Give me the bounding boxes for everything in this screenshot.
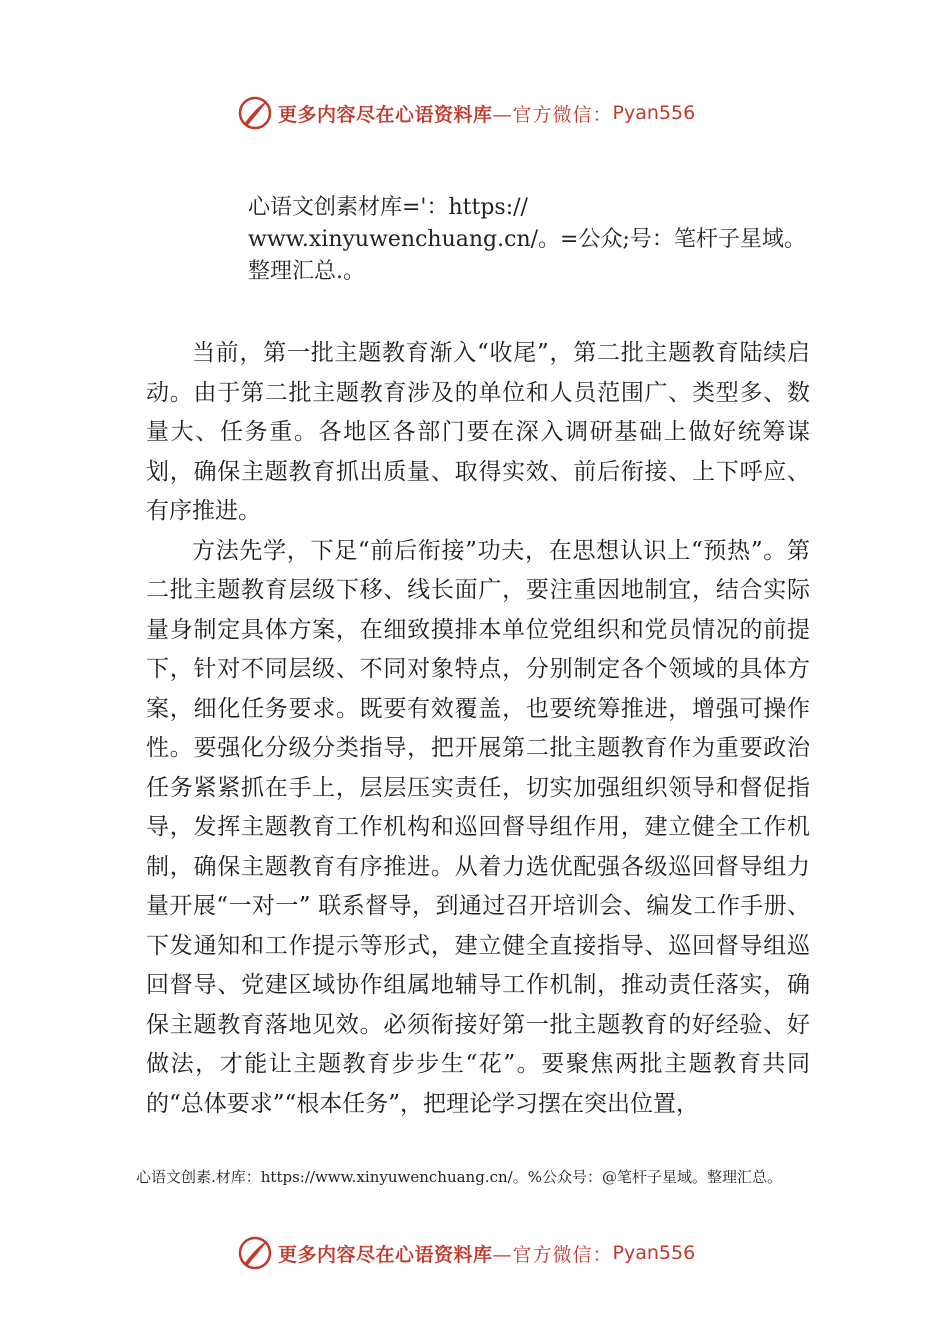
article-body <box>146 334 810 1124</box>
footer-note: 心语文创素.材库：https://www.xinyuwenchuang.cn/。%公众号：@笔杆子星域。整理汇总。 <box>136 1168 782 1186</box>
source-header <box>248 192 848 288</box>
top-banner <box>236 93 736 133</box>
banner-title: 更多内容尽在心语资料库 <box>278 1243 493 1266</box>
banner-wechat-id: Pyan556 <box>612 1242 696 1264</box>
header-line: www.xinyuwenchuang.cn/。=公众;号：笔杆子星域。 <box>248 227 806 252</box>
paragraph: 当前，第一批主题教育渐入“收尾”，第二批主题教育陆续启动。由于第二批主题教育涉及的单位和人员范围广、类型多、数量大、任务重。各地区各部门要在深入调研基础上做好统筹谋划，确保主题教育抓出质量、取得实效、前后衔接、上下呼应、有序推进。 <box>146 340 810 524</box>
header-line: 心语文创素材库='：https:// <box>248 195 528 220</box>
quill-logo-icon <box>236 94 274 132</box>
banner-separator: —官方微信： <box>492 103 613 126</box>
header-line: 整理汇总.。 <box>248 259 365 284</box>
quill-logo-icon <box>236 1234 274 1272</box>
banner-wechat-id: Pyan556 <box>612 102 696 124</box>
bottom-banner <box>236 1233 736 1273</box>
paragraph: 方法先学，下足“前后衔接”功夫，在思想认识上“预热”。第二批主题教育层级下移、线长面广，要注重因地制宜，结合实际量身制定具体方案，在细致摸排本单位党组织和党员情况的前提下，针对不同层级、不同对象特点，分别制定各个领域的具体方案，细化任务要求。既要有效覆盖，也要统筹推进，增强可操作性。要强化分级分类指导，把开展第二批主题教育作为重要政治任务紧紧抓在手上，层层压实责任，切实加强组织领导和督促指导，发挥主题教育工作机构和巡回督导组作用，建立健全工作机制，确保主题教育有序推进。从着力选优配强各级巡回督导组力量开展“一对一” 联系督导，到通过召开培训会、编发工作手册、下发通知和工作提示等形式，建立健全直接指导、巡回督导组巡回督导、党建区域协作组属地辅导工作机制，推动责任落实，确保主题教育落地见效。必须衔接好第一批主题教育的好经验、好做法，才能让主题教育步步生“花”。要聚焦两批主题教育共同的“总体要求”“根本任务”，把理论学习摆在突出位置， <box>146 537 810 1117</box>
banner-title: 更多内容尽在心语资料库 <box>278 103 493 126</box>
banner-separator: —官方微信： <box>492 1243 613 1266</box>
